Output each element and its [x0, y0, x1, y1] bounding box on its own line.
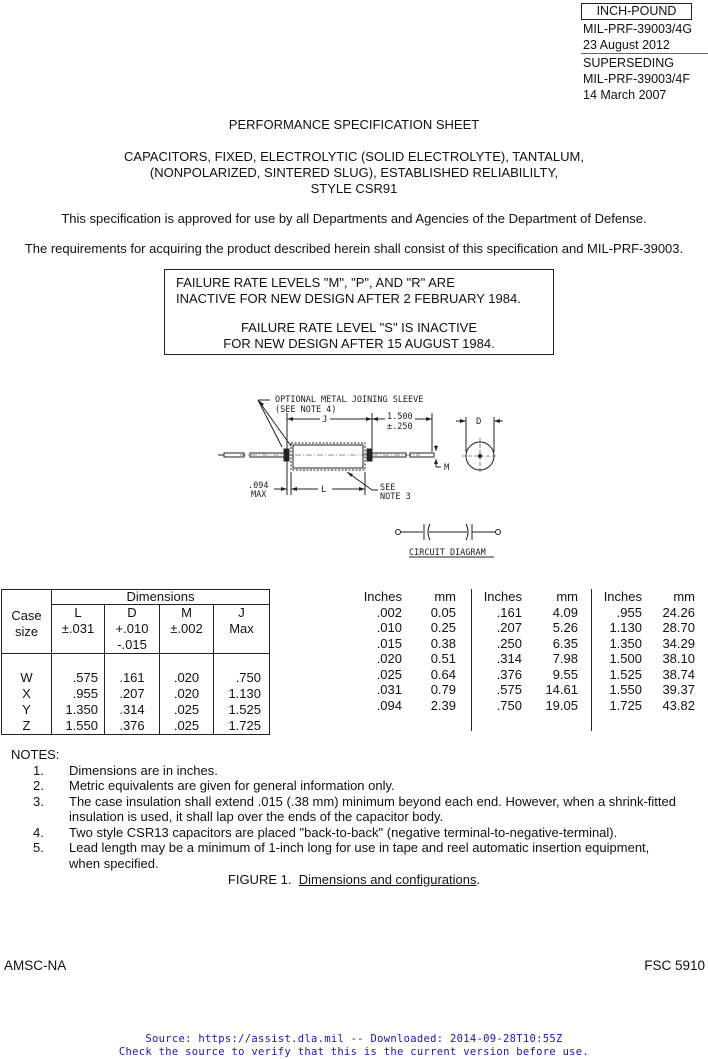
figure-caption: FIGURE 1. Dimensions and configurations. — [227, 872, 481, 887]
fsc-label: FSC 5910 — [644, 958, 705, 973]
col-header-d: D +.010 -.015 — [105, 605, 160, 654]
amsc-label: AMSC-NA — [4, 958, 67, 973]
sleeve-label-1: OPTIONAL METAL JOINING SLEEVE — [275, 395, 424, 405]
j-values: .750 1.130 1.525 1.725 — [214, 654, 270, 735]
title-line-3: STYLE CSR91 — [310, 181, 398, 196]
note-item: 4. Two style CSR13 capacitors are placed "back-to-back" (negative terminal-to-negative-terminal). — [33, 824, 618, 840]
d-arrowhead-left-icon — [460, 419, 466, 423]
l-label: L — [321, 485, 327, 495]
m-values: .020 .020 .025 .025 — [160, 654, 214, 735]
circuit-diagram-label: CIRCUIT DIAGRAM — [409, 548, 486, 558]
title-line-1: CAPACITORS, FIXED, ELECTROLYTIC (SOLID ELECTROLYTE), TANTALUM, — [124, 149, 584, 164]
mm-column-2: mm 4.09 5.26 6.35 7.98 9.55 14.61 19.05 — [545, 589, 578, 713]
lead-arrow-right-icon — [426, 417, 432, 421]
j-arrow-right-icon — [366, 417, 372, 421]
superseding-label: SUPERSEDING — [583, 56, 674, 70]
inches-column-1: Inches .002 .010 .015 .020 .025 .031 .094 — [363, 589, 402, 713]
d-arrowhead-right-icon — [494, 419, 500, 423]
approval-statement: This specification is approved for use by all Departments and Agencies of the Department of Defense. — [61, 211, 647, 226]
see-note-label-1: SEE — [380, 483, 396, 493]
source-notice — [0, 1033, 708, 1058]
note-item: 3. The case insulation shall extend .015 (.38 mm) minimum beyond each end. However, when a shrink-fitted insulation is used, it shall lap over the ends of the capacitor body. — [33, 793, 676, 824]
gap-arrowhead-icon — [281, 487, 287, 491]
see-note-label-2: NOTE 3 — [380, 492, 411, 502]
verify-line: Check the source to verify that this is the current version before use. — [118, 1045, 590, 1058]
d-values: .161 .207 .314 .376 — [105, 654, 160, 735]
table-row — [2, 654, 270, 735]
sheet-type-title: PERFORMANCE SPECIFICATION SHEET — [228, 117, 480, 132]
gap-max-label: MAX — [251, 490, 267, 500]
superseded-number: MIL-PRF-39003/4F — [583, 72, 690, 86]
circuit-terminal-right — [496, 530, 501, 535]
j-label: J — [322, 415, 328, 425]
j-arrow-left-icon — [287, 417, 293, 421]
m-arrowhead-top-icon — [434, 446, 438, 451]
inches-column-3: Inches .955 1.130 1.350 1.500 1.525 1.550 1.725 — [603, 589, 642, 713]
lead-arrow-left-icon — [372, 417, 378, 421]
metric-conversion-table — [360, 589, 708, 734]
case-size-header: Case size — [2, 590, 52, 654]
case-column: W X Y Z — [2, 654, 52, 735]
lead-tolerance-label: ±.250 — [387, 422, 413, 432]
figure-title: Dimensions and configurations — [298, 872, 477, 887]
notes-heading: NOTES: — [11, 747, 60, 762]
l-arrowhead-left-icon — [291, 487, 297, 491]
superseded-date: 14 March 2007 — [583, 88, 667, 102]
source-line: Source: https://assist.dla.mil -- Downloaded: 2014-09-28T10:55Z — [145, 1033, 563, 1045]
col-header-m: M ±.002 — [160, 605, 214, 654]
document-date: 23 August 2012 — [583, 38, 670, 52]
dimensions-group-header: Dimensions — [52, 590, 270, 605]
mm-column-3: mm 24.26 28.70 34.29 38.10 38.74 39.37 43.82 — [662, 589, 695, 713]
mm-column-1: mm 0.05 0.25 0.38 0.51 0.64 0.79 2.39 — [430, 589, 456, 713]
right-end-cap — [367, 449, 372, 461]
notice-line-3: FAILURE RATE LEVEL "S" IS INACTIVE — [240, 320, 478, 335]
col-header-l: L ±.031 — [52, 605, 105, 654]
note-item: 2. Metric equivalents are given for general information only. — [33, 778, 395, 793]
inch-pound-label: INCH-POUND — [581, 3, 692, 20]
gap-label: .094 — [248, 481, 269, 491]
notes-section — [11, 747, 701, 871]
notice-line-2: INACTIVE FOR NEW DESIGN AFTER 2 FEBRUARY 1984. — [176, 291, 521, 306]
m-arrowhead-bottom-icon — [434, 459, 438, 464]
l-values: .575 .955 1.350 1.550 — [52, 654, 105, 735]
circuit-terminal-left — [396, 530, 401, 535]
note-item: 1. Dimensions are in inches. — [33, 762, 218, 778]
capacitor-body — [293, 445, 363, 468]
l-arrowhead-right-icon — [359, 487, 365, 491]
note-item: 5. Lead length may be a minimum of 1-inch long for use in tape and reel automatic insertion equipment, when specified. — [33, 840, 650, 871]
d-label: D — [476, 417, 482, 427]
col-header-j: J Max — [214, 605, 270, 654]
m-label: M — [444, 463, 450, 473]
capacitor-sleeve-outline — [291, 443, 365, 470]
column-divider-1 — [471, 589, 472, 731]
sleeve-label-2: (SEE NOTE 4) — [275, 405, 337, 415]
document-number: MIL-PRF-39003/4G — [583, 22, 693, 36]
inches-column-2: Inches .161 .207 .250 .314 .376 .575 .750 — [483, 589, 522, 713]
dimensions-table — [1, 589, 270, 735]
title-line-2: (NONPOLARIZED, SINTERED SLUG), ESTABLISHED RELIABILILTY, — [149, 165, 559, 180]
requirements-statement: The requirements for acquiring the product described herein shall consist of this specification and MIL-PRF-39003. — [24, 241, 684, 256]
notice-line-1: FAILURE RATE LEVELS "M", "P", AND "R" ARE — [176, 275, 455, 290]
notice-line-4: FOR NEW DESIGN AFTER 15 AUGUST 1984. — [223, 336, 495, 351]
column-divider-2 — [591, 589, 592, 731]
lead-length-label: 1.500 — [387, 412, 413, 422]
